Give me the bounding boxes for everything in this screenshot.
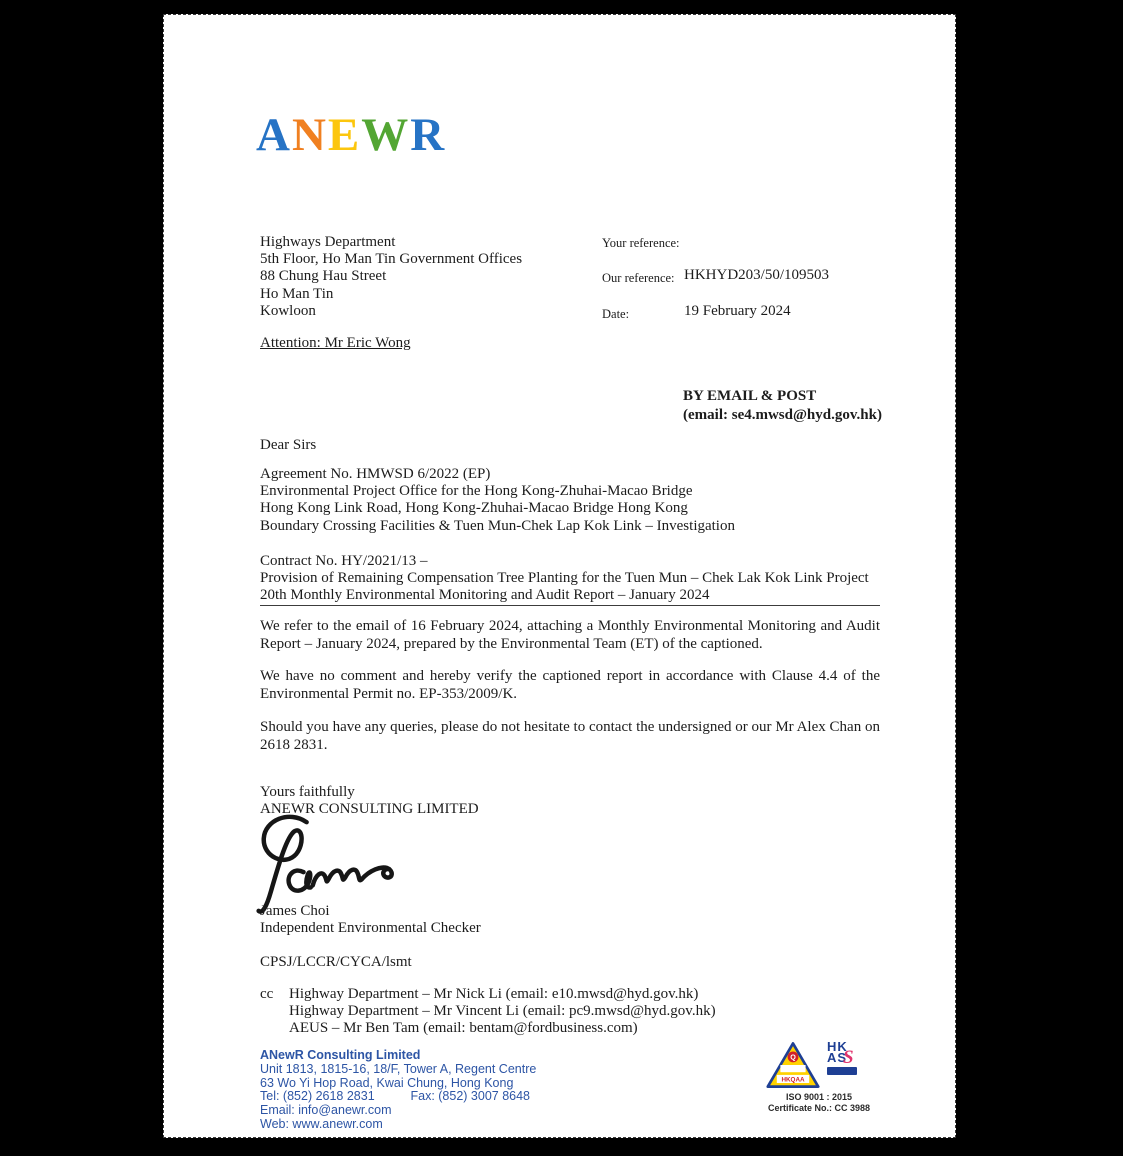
logo-letter-r: R <box>410 109 447 161</box>
footer-contact-block <box>260 1049 536 1132</box>
our-reference-label: Our reference: <box>602 271 675 285</box>
date-value: 19 February 2024 <box>684 303 791 319</box>
footer-web: Web: www.anewr.com <box>260 1116 383 1131</box>
iso-certification-text: ISO 9001 : 2015 <box>785 1092 853 1102</box>
certification-logos <box>766 1041 870 1089</box>
letter-page <box>163 14 956 1138</box>
address-line: Ho Man Tin <box>260 285 334 302</box>
hkqaa-triangle-logo <box>766 1041 820 1089</box>
logo-letter-e: E <box>327 109 362 161</box>
file-reference: CPSJ/LCCR/CYCA/lsmt <box>260 954 412 970</box>
subject-line: Hong Kong Link Road, Hong Kong-Zhuhai-Macao Bridge Hong Kong <box>260 500 688 517</box>
subject-line-underlined: 20th Monthly Environmental Monitoring and Audit Report – January 2024 <box>260 587 880 605</box>
address-line: Highways Department <box>260 234 396 250</box>
subject-line: Environmental Project Office for the Hong Kong-Zhuhai-Macao Bridge <box>260 483 693 500</box>
address-line: 5th Floor, Ho Man Tin Government Offices <box>260 251 523 268</box>
footer-fax: Fax: (852) 3007 8648 <box>410 1089 531 1104</box>
certificate-number-text: Certificate No.: CC 3988 <box>767 1103 871 1113</box>
salutation: Dear Sirs <box>260 437 317 453</box>
body-paragraph: Should you have any queries, please do not hesitate to contact the undersigned or our Mr Alex Chan on 2618 2831. <box>260 719 880 753</box>
footer-address-line-1: Unit 1813, 1815-16, 18/F, Tower A, Regent Centre <box>260 1061 537 1076</box>
hkas-top-letters: HK <box>827 1039 848 1054</box>
subject-block-2 <box>260 553 880 606</box>
footer-company-name: ANewR Consulting Limited <box>260 1048 421 1062</box>
signatory-title: Independent Environmental Checker <box>260 919 481 936</box>
signatory-block <box>260 903 481 936</box>
footer-tel: Tel: (852) 2618 2831 <box>260 1089 375 1104</box>
logo-letter-n: N <box>291 109 328 161</box>
cc-label: cc <box>260 986 274 1002</box>
footer-tel-fax-line <box>260 1090 536 1104</box>
closing-company: ANEWR CONSULTING LIMITED <box>260 801 479 818</box>
logo-letter-a: A <box>256 109 292 161</box>
footer-address-line-2: 63 Wo Yi Hop Road, Kwai Chung, Hong Kong <box>260 1075 514 1090</box>
signature-image <box>250 814 404 916</box>
signatory-name: James Choi <box>260 903 330 919</box>
address-line: 88 Chung Hau Street <box>260 268 387 285</box>
your-reference-row <box>602 234 680 252</box>
date-row <box>602 303 791 323</box>
attention-line: Attention: Mr Eric Wong <box>260 335 411 351</box>
closing-line: Yours faithfully <box>260 784 355 800</box>
hkas-red-s: S <box>843 1047 854 1068</box>
recipient-address <box>260 234 522 320</box>
logo-letter-w: W <box>361 109 411 161</box>
body-paragraph: We refer to the email of 16 February 2024, attaching a Monthly Environmental Monitoring and Audit Report – January 2024, prepared by the Environmental Team (ET) of the captioned. <box>260 618 880 652</box>
subject-block-1 <box>260 466 735 535</box>
body-paragraph: We have no comment and hereby verify the captioned report in accordance with Clause 4.4 of the Environmental Permit no. EP-353/2009/K. <box>260 668 880 702</box>
subject-line: Provision of Remaining Compensation Tree Planting for the Tuen Mun – Chek Lak Kok Link Project <box>260 570 869 587</box>
hkqaa-q-letter: Q <box>790 1052 796 1062</box>
hkqaa-label-text: HKQAA <box>781 1076 805 1084</box>
our-reference-value: HKHYD203/50/109503 <box>684 267 829 283</box>
subject-line: Boundary Crossing Facilities & Tuen Mun-Chek Lap Kok Link – Investigation <box>260 517 735 534</box>
subject-line: Contract No. HY/2021/13 – <box>260 553 428 569</box>
cc-entries <box>289 986 716 1038</box>
cc-entry: AEUS – Mr Ben Tam (email: bentam@fordbusiness.com) <box>289 1020 638 1037</box>
address-line: Kowloon <box>260 302 316 319</box>
hkas-logo <box>827 1041 863 1087</box>
cc-block <box>260 986 716 1038</box>
delivery-method <box>683 387 882 424</box>
cc-entry: Highway Department – Mr Vincent Li (email: pc9.mwsd@hyd.gov.hk) <box>289 1003 716 1020</box>
your-reference-label: Your reference: <box>602 236 680 250</box>
anewr-logo <box>256 109 447 161</box>
cc-entry: Highway Department – Mr Nick Li (email: e10.mwsd@hyd.gov.hk) <box>289 986 699 1002</box>
hkas-bottom-letters: AS <box>827 1050 848 1065</box>
delivery-line-1: BY EMAIL & POST <box>683 388 817 404</box>
footer-email: Email: info@anewr.com <box>260 1103 392 1118</box>
date-label: Date: <box>602 307 630 321</box>
our-reference-row <box>602 267 829 287</box>
subject-line: Agreement No. HMWSD 6/2022 (EP) <box>260 466 491 482</box>
delivery-line-2: (email: se4.mwsd@hyd.gov.hk) <box>683 406 882 423</box>
